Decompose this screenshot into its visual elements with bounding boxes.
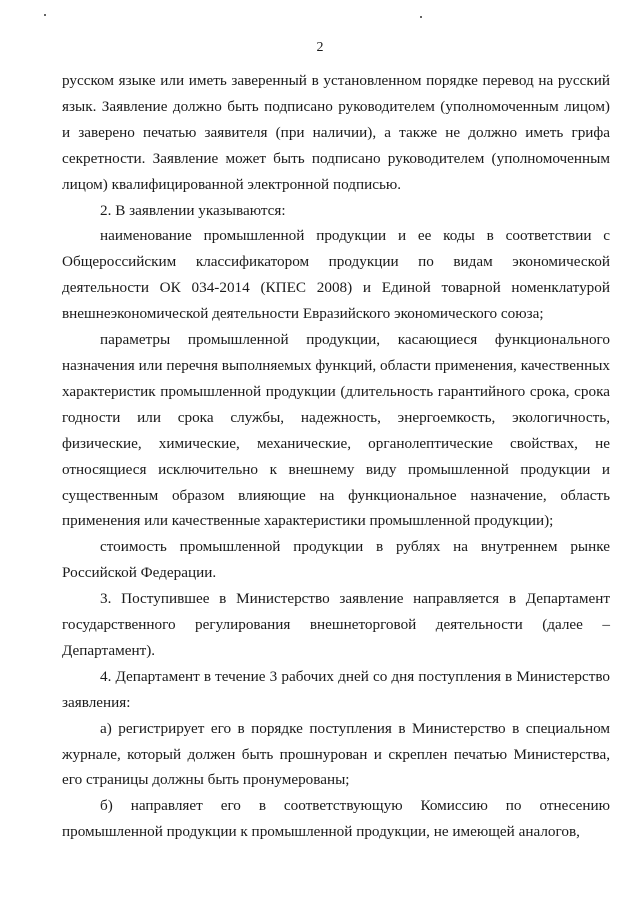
paragraph-item-4: 4. Департамент в течение 3 рабочих дней со дня поступления в Министерство заявления: (62, 667, 610, 711)
document-body (62, 68, 610, 845)
paragraph-subitem-a: а) регистрирует его в порядке поступления в Министерство в специальном журнале, который должен быть прошнурован и скреплен печатью Министерства, его страницы должны быть пронумерованы; (62, 719, 610, 789)
scan-speck (420, 16, 422, 18)
page-number: 2 (316, 40, 324, 55)
paragraph-subitem-b: б) направляет его в соответствующую Комиссию по отнесению промышленной продукции к промышленной продукции, не имеющей аналогов, (62, 797, 610, 841)
paragraph-item-3: 3. Поступившее в Министерство заявление направляется в Департамент государственного регулирования внешнеторговой деятельности (далее – Департамент). (62, 590, 610, 659)
paragraph-product-cost: стоимость промышленной продукции в рублях на внутреннем рынке Российской Федерации. (62, 538, 610, 582)
paragraph-product-parameters: параметры промышленной продукции, касающиеся функционального назначения или перечня выполняемых функций, области применения, качественных характеристик промышленной продукции (длительность гарантийного срока, срока годности или срока службы, надежность, энергоемкость, экологичность, физические, химические, механические, органолептические свойствах, не относящиеся исключительно к внешнему виду промышленной продукции и существенным образом влияющие на функциональное назначение, область применения или качественные характеристики промышленной продукции); (62, 331, 610, 530)
paragraph-continuation: русском языке или иметь заверенный в установленном порядке перевод на русский язык. Заявление должно быть подписано руководителем (уполномоченным лицом) и заверено печатью заявителя (при наличии), а также не должно иметь грифа секретности. Заявление может быть подписано руководителем (уполномоченным лицом) квалифицированной электронной подписью. (62, 72, 610, 193)
paragraph-item-2: 2. В заявлении указываются: (100, 201, 286, 219)
paragraph-product-name: наименование промышленной продукции и ее коды в соответствии с Общероссийским классификатором продукции по видам экономической деятельности ОК 034-2014 (КПЕС 2008) и Единой товарной номенклатурой внешнеэкономической деятельности Евразийского экономического союза; (62, 227, 610, 323)
scan-speck (44, 14, 46, 16)
